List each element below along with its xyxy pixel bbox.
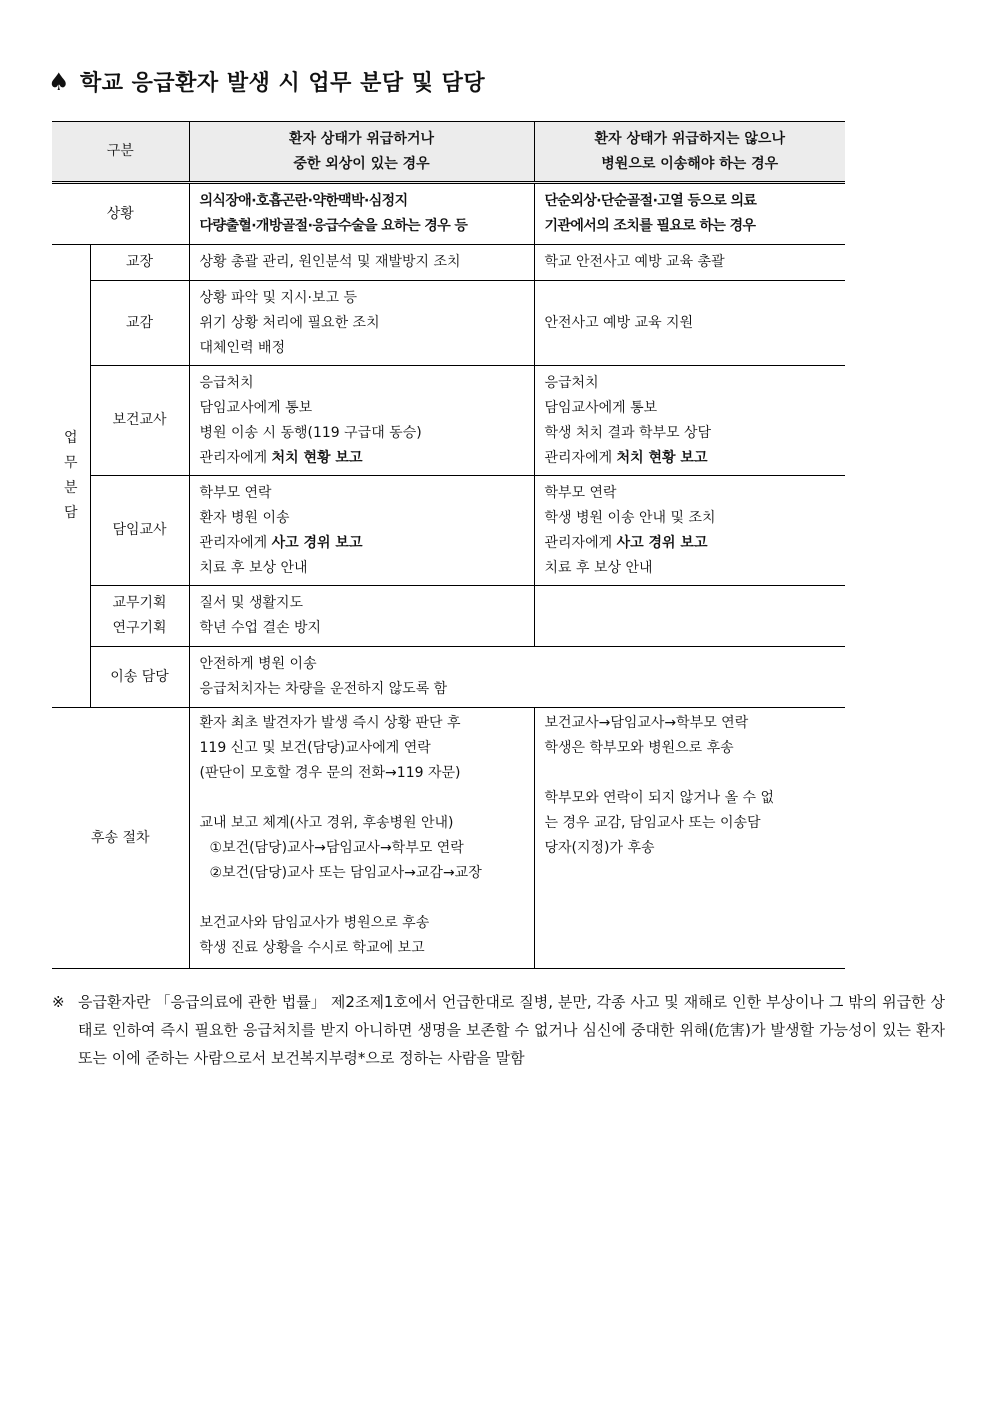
page-title-text: 학교 응급환자 발생 시 업무 분담 및 담당: [80, 71, 486, 96]
affairs-noncritical: [534, 586, 845, 647]
followup-noncritical: 보건교사→담임교사→학부모 연락 학생은 학부모와 병원으로 후송 학부모와 연락이 되지 않거나 올 수 없 는 경우 교감, 담임교사 또는 이송담 당자(지정)가 후송: [534, 708, 845, 969]
vice-noncritical: 안전사고 예방 교육 지원: [534, 281, 845, 366]
row-followup: [52, 708, 845, 969]
vice-critical: 상황 파악 및 지시·보고 등 위기 상황 처리에 필요한 조치 대체인력 배정: [189, 281, 534, 366]
homeroom-noncritical: 학부모 연락 학생 병원 이송 안내 및 조치 관리자에게 사고 경위 보고 치료 후 보상 안내: [534, 476, 845, 586]
affairs-critical: 질서 및 생활지도 학년 수업 결손 방지: [189, 586, 534, 647]
role-vice: 교감: [90, 281, 189, 366]
page-title: [48, 66, 485, 97]
role-principal: 교장: [90, 245, 189, 281]
row-nurse: [52, 366, 845, 476]
header-noncritical: 환자 상태가 위급하지는 않으나 병원으로 이송해야 하는 경우: [534, 122, 845, 183]
followup-label: 후송 절차: [52, 708, 189, 969]
role-nurse: 보건교사: [90, 366, 189, 476]
role-affairs: 교무기획 연구기획: [90, 586, 189, 647]
row-affairs: [52, 586, 845, 647]
nurse-critical: 응급처치 담임교사에게 통보 병원 이송 시 동행(119 구급대 동승) 관리자에게 처치 현황 보고: [189, 366, 534, 476]
situation-noncritical: 단순외상·단순골절·고열 등으로 의료 기관에서의 조치를 필요로 하는 경우: [534, 183, 845, 245]
header-critical: 환자 상태가 위급하거나 중한 외상이 있는 경우: [189, 122, 534, 183]
table-header-row: [52, 122, 845, 183]
principal-noncritical: 학교 안전사고 예방 교육 총괄: [534, 245, 845, 281]
principal-critical: 상황 총괄 관리, 원인분석 및 재발방지 조치: [189, 245, 534, 281]
duty-table: [52, 121, 845, 969]
transport-text: 안전하게 병원 이송 응급처치자는 차량을 운전하지 않도록 함: [189, 647, 845, 708]
followup-critical: 환자 최초 발견자가 발생 즉시 상황 판단 후 119 신고 및 보건(담당)교사에게 연락 (판단이 모호할 경우 문의 전화→119 자문) 교내 보고 체계(사고 경위, 후송병원 안내) ①보건(담당)교사→담임교사→학부모 연락 ②보건(담당)교사 또는 담임교사→교감→교장 보건교사와 담임교사가 병원으로 후송 학생 진료 상황을 수시로 학교에 보고: [189, 708, 534, 969]
situation-critical: 의식장애·호흡곤란·약한맥박·심정지 다량출혈·개방골절·응급수술을 요하는 경우 등: [189, 183, 534, 245]
reference-mark-icon: ※: [52, 993, 65, 1011]
role-transport: 이송 담당: [90, 647, 189, 708]
row-homeroom: [52, 476, 845, 586]
group-label-duty: 업 무 분 담: [52, 245, 90, 708]
footnote-text: 응급환자란 「응급의료에 관한 법률」 제2조제1호에서 언급한대로 질병, 분만, 각종 사고 및 재해로 인한 부상이나 그 밖의 위급한 상태로 인하여 즉시 필요한 응급처치를 받지 아니하면 생명을 보존할 수 없거나 심신에 중대한 위해(危害)가 발생할 가능성이 있는 환자 또는 이에 준하는 사람으로서 보건복지부령*으로 정하는 사람을 말함: [78, 993, 945, 1067]
header-category: 구분: [52, 122, 189, 183]
row-transport: [52, 647, 845, 708]
spade-icon: ♠: [48, 68, 71, 96]
role-homeroom: 담임교사: [90, 476, 189, 586]
footnote: [52, 988, 945, 1072]
nurse-noncritical: 응급처치 담임교사에게 통보 학생 처치 결과 학부모 상담 관리자에게 처치 현황 보고: [534, 366, 845, 476]
row-vice: [52, 281, 845, 366]
situation-label: 상황: [52, 183, 189, 245]
homeroom-critical: 학부모 연락 환자 병원 이송 관리자에게 사고 경위 보고 치료 후 보상 안내: [189, 476, 534, 586]
row-principal: [52, 245, 845, 281]
situation-row: [52, 183, 845, 245]
